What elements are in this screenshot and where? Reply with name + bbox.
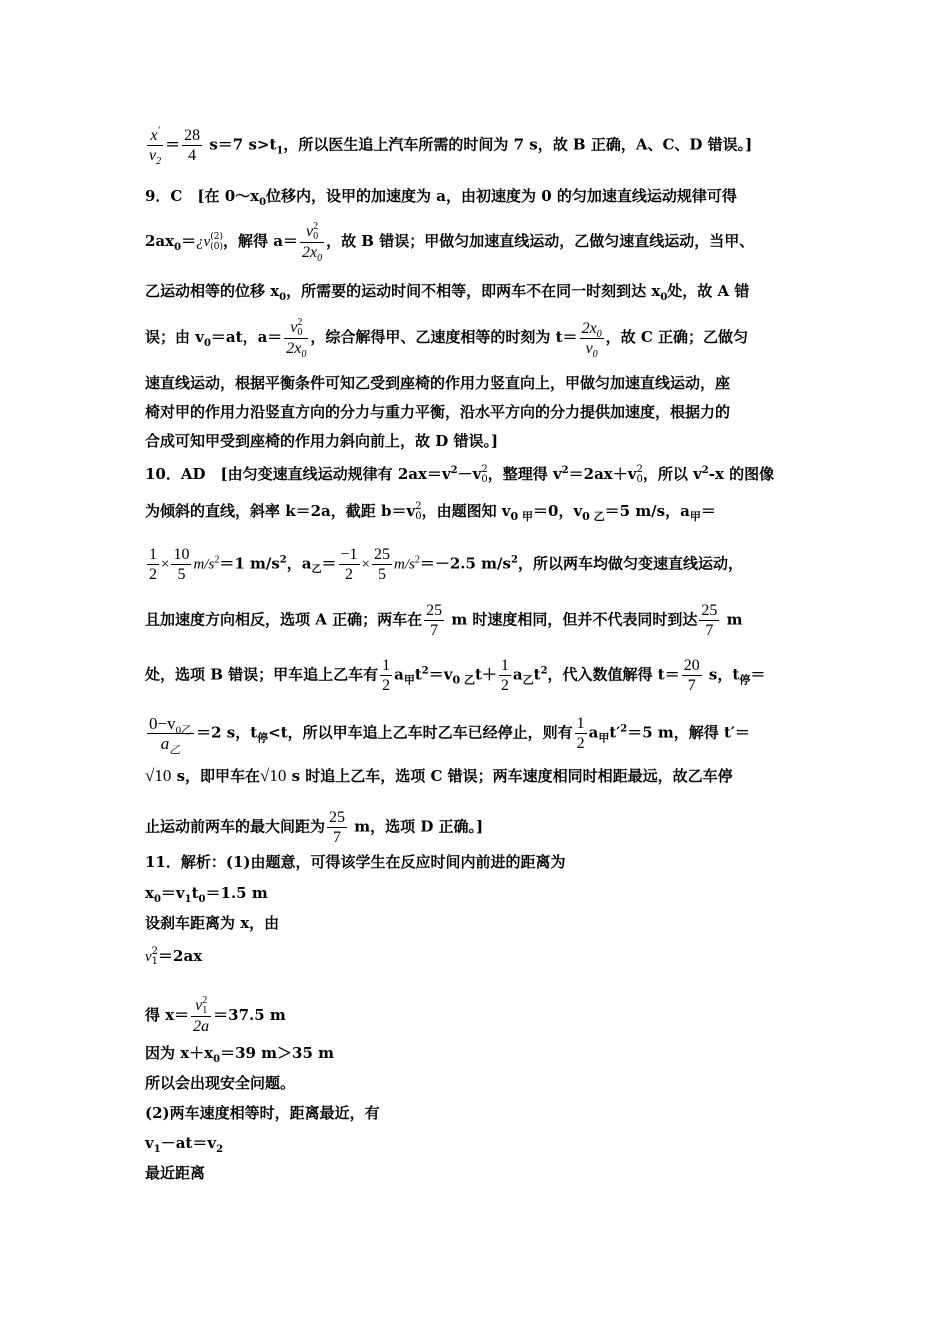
fraction-25-over-7-c: $\frac{25}{7}$ [329, 809, 346, 846]
fraction-half-b: $\frac{1}{2}$ [500, 657, 509, 694]
fraction-2x0-over-v0: $\frac{2x_0}{v_0}$ [581, 319, 602, 360]
answer-10-line-1: 10．AD [由匀变速直线运动规律有 $2ax=v^2-v$ 2 0 ，整理得 $v^2=2ax+v$ 2 0 ，所以 $v^2-x$ 的图像 [145, 464, 775, 485]
fraction-v0sq-over-2x0-b: v 2 0 $2x_0$ [286, 317, 307, 361]
answer-11-line-8: (2)两车速度相等时，距离最近，有 [145, 1104, 380, 1122]
answer-10-line-3: $\frac{1}{2}$ × $\frac{10}{5}$ $m/s^2=1$ $m/s^2$，$a_乙=$ $\frac{-1}{2}$ × $\frac{25}{5}$ $m/s^2=-2.5$ $m/s^2$，所以两车均做匀变速直线运动， [149, 546, 743, 583]
answer-10-line-6: $\frac{0-v_{0乙}}{a_乙}$ ＝2 s，$t_停<t$，所以甲车追上乙车时乙车已经停止，则有 $\frac{1}{2}$ $a_甲t'^2=5$ m，解得 t′＝ [149, 714, 750, 757]
answer-11-heading: 11．解析：(1)由题意，可得该学生在反应时间内前进的距离为 [145, 853, 566, 871]
fraction-v0sq-over-2x0: v 2 0 $2x_0$ [301, 221, 323, 265]
answer-11-line-4: v 2 1 ＝2ax [145, 946, 203, 967]
answer-11-line-6: 因为 $x+x_0=39$ m＞35 m [145, 1044, 335, 1065]
answer-9-line-6: 椅对甲的作用力沿竖直方向的分力与重力平衡，沿水平方向的分力提供加速度，根据力的 [145, 403, 731, 421]
fraction-neg1-over-2: $\frac{-1}{2}$ [340, 546, 358, 583]
fraction-20-over-7: $\frac{20}{7}$ [683, 657, 700, 694]
fraction-1-over-2: $\frac{1}{2}$ [149, 546, 157, 583]
answer-9-line-5: 速直线运动，根据平衡条件可知乙受到座椅的作用力竖直向上，甲做匀加速直线运动，座 [145, 374, 731, 392]
fraction-stop-time: $\frac{0-v_{0乙}}{a_乙}$ [149, 714, 193, 757]
answer-11-line-9: $v_1-at=v_2$ [145, 1134, 224, 1155]
answer-9-line-2: $2ax_0=¿v$ (2) (0) ，解得 a＝ v 2 0 $2x_0$ ，故 B 错误；甲做匀加速直线运动，乙做匀速直线运动，当甲、 [145, 221, 755, 265]
answer-11-line-3: 设刹车距离为 x，由 [145, 914, 280, 932]
fraction-v1sq-over-2a: v 2 1 2a [193, 995, 210, 1036]
fraction-25-over-5: $\frac{25}{5}$ [374, 546, 390, 583]
fraction-28-over-4: $\frac{28}{4}$ [184, 127, 201, 164]
answer-9-line-7: 合成可知甲受到座椅的作用力斜向前上，故 D 错误。] [145, 432, 499, 450]
answer-10-line-8: 止运动前两车的最大间距为 $\frac{25}{7}$ m，选项 D 正确。] [145, 809, 484, 846]
answer-10-line-2: 为倾斜的直线，斜率 k＝2a，截距 b＝v 2 0 ，由题图知 $v_{0 甲}=0$，$v_{0 乙}=5$ m/s，$a_甲=$ [145, 501, 716, 523]
answer-11-line-2: $x_0=v_1t_0=1.5$ m [145, 884, 268, 905]
answer-10-line-5: 处，选项 B 错误；甲车追上乙车有 $\frac{1}{2}$ $a_甲t^2=v_{0 乙}t+$ $\frac{1}{2}$ $a_乙t^2$，代入数值解得 t＝ $\frac{20}{7}$ s，$t_停=$ [145, 657, 766, 694]
answer-11-line-10: 最近距离 [145, 1164, 206, 1182]
fraction-25-over-7-a: $\frac{25}{7}$ [426, 602, 443, 639]
fraction-half-c: $\frac{1}{2}$ [576, 715, 585, 752]
answer-10-line-4: 且加速度方向相反，选项 A 正确；两车在 $\frac{25}{7}$ m 时速度相同，但并不代表同时到达 $\frac{25}{7}$ m [145, 602, 743, 639]
answer-10-line-7: √10 s，即甲车在√10 s 时追上乙车，选项 C 错误；两车速度相同时相距最远，故乙车停 [145, 766, 733, 785]
answer-8-tail: $\frac{x'}{v_2}$ ＝ $\frac{28}{4}$ s＝7 $s>t_1$，所以医生追上汽车所需的时间为 7 s，故 B 正确，A、C、D 错误。] [149, 125, 753, 168]
fraction-x-over-v2: $\frac{x'}{v_2}$ [149, 125, 162, 168]
fraction-10-over-5: $\frac{10}{5}$ [173, 546, 190, 583]
answer-9-line-4: 误；由 $v_0=at$，a＝ v 2 0 $2x_0$ ，综合解得甲、乙速度相等的时刻为 t＝ $\frac{2x_0}{v_0}$ ，故 C 正确；乙做匀 [145, 317, 749, 361]
answer-9-line-1: 9．C [在 $0\sim x_0$位移内，设甲的加速度为 a，由初速度为 0 的匀加速直线运动规律可得 [145, 187, 737, 208]
fraction-25-over-7-b: $\frac{25}{7}$ [701, 602, 718, 639]
answer-11-line-5: 得 x＝ v 2 1 2a ＝37.5 m [145, 995, 286, 1036]
fraction-half-a: $\frac{1}{2}$ [382, 657, 391, 694]
answer-9-line-3: 乙运动相等的位移 $x_0$，所需要的运动时间不相等，即两车不在同一时刻到达 $x_0$处，故 A 错 [145, 282, 750, 303]
answer-11-line-7: 所以会出现安全问题。 [145, 1074, 296, 1092]
